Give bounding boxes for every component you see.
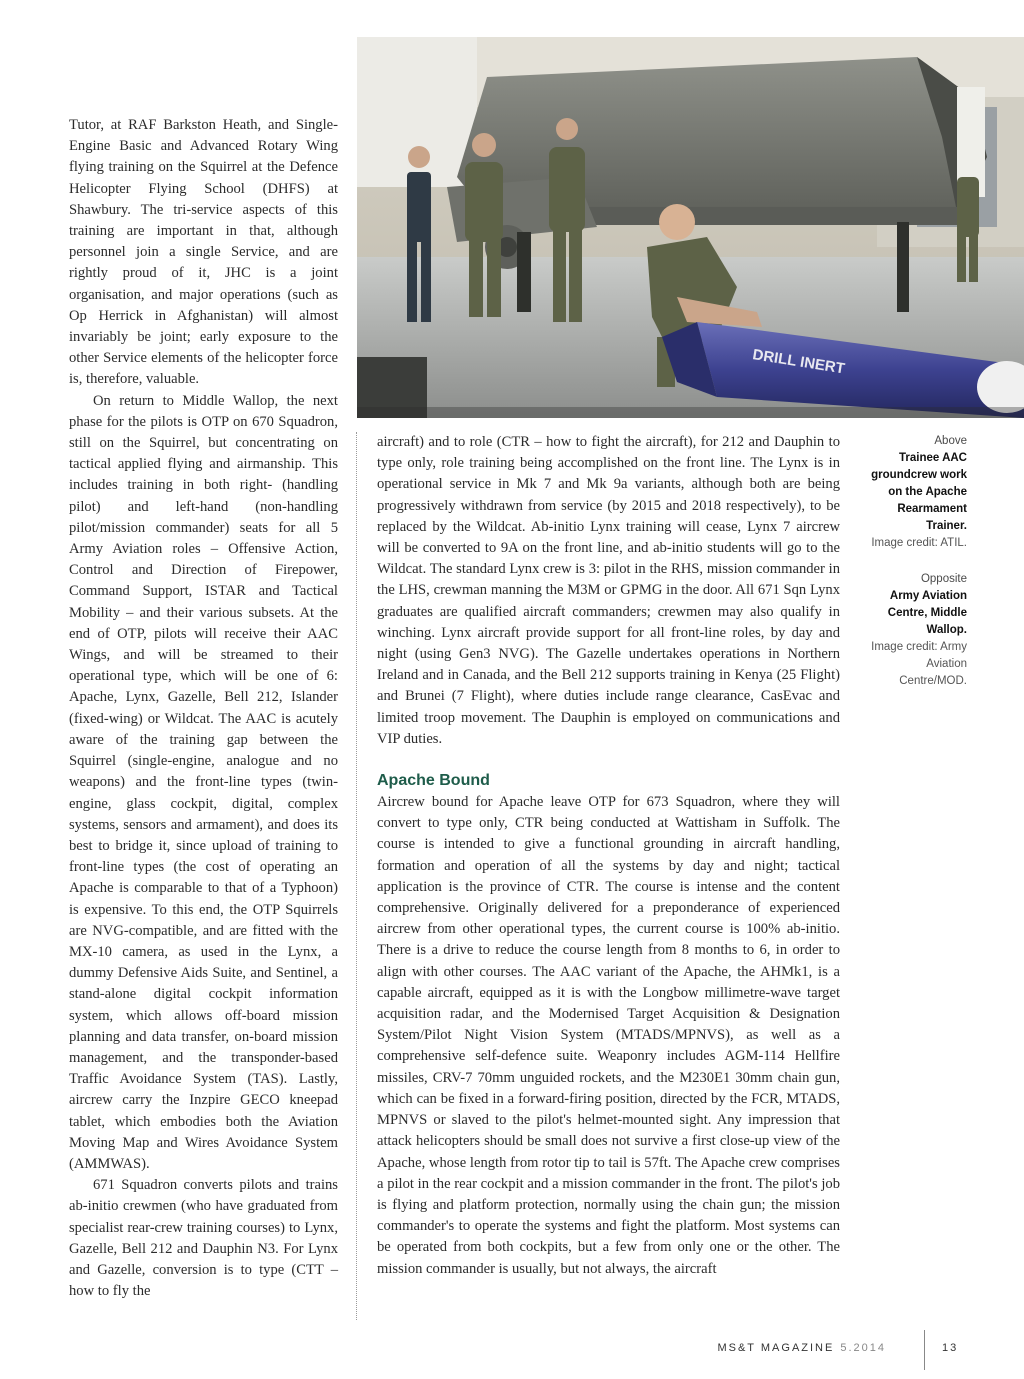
magazine-name: MS&T MAGAZINE	[717, 1342, 835, 1354]
caption-credit: Image credit: Army Aviation Centre/MOD.	[871, 641, 967, 687]
caption-label: Above	[934, 435, 967, 447]
body-paragraph: Tutor, at RAF Barkston Heath, and Single-Engine Basic and Advanced Rotary Wing flying training on the Squirrel at the Defence Helicopter Flying School (DHFS) at Shawbury. The tri-service aspects of this training are important in that, although personnel join a single Service, and are rightly proud of it, JHC is a joint organisation, and major operations (such as Op Herrick in Afghanistan) will almost invariably be joint; early exposure to the other Service elements of the helicopter force is, therefore, valuable.	[69, 117, 338, 388]
column-divider	[356, 432, 357, 1320]
missile-stencil-text: DRILL INERT	[751, 346, 846, 378]
issue-number: 5.2014	[840, 1342, 886, 1354]
apache-rearmament-trainer-photo	[357, 37, 1024, 418]
caption-opposite	[866, 571, 967, 690]
caption-label: Opposite	[920, 573, 967, 585]
left-text-column	[69, 115, 338, 1302]
body-paragraph: aircraft) and to role (CTR – how to fight the aircraft), for 212 and Dauphin to type only, role training being accomplished on the front line. The Lynx is in operational service in Mk 7 and Mk 9a variants, although both are being progressively withdrawn from service (by 2015 and 2018 respectively), to be replaced by the Wildcat. Ab-initio Lynx training will cease, Lynx 7 aircrew will be converted to 9A on the front line, and ab-initio students will go to the Wildcat. The standard Lynx crew is 3: pilot in the RHS, mission commander in the LHS, crewman manning the M3M or GPMG in the door. All 671 Sqn Lynx graduates are qualified aircraft commanders; crewmen may also qualify in winching. Lynx aircraft provide support for all front-line roles, by day and night (using Gen3 NVG). The Gazelle undertakes operations in Northern Ireland and in Canada, and the Bell 212 supports training in Kenya (25 Flight) and Brunei (7 Flight), where duties include range clearance, CasEvac and limited troop movement. The Dauphin is employed on communications and VIP duties.	[377, 434, 840, 747]
caption-text: Army Aviation Centre, Middle Wallop.	[887, 590, 967, 636]
page-number: 13	[942, 1342, 959, 1354]
body-paragraph: Aircrew bound for Apache leave OTP for 673 Squadron, where they will convert to type only, CTR being conducted at Wattisham in Suffolk. The course is intended to give a functional grounding in aircraft handling, formation and operation of all the systems by day and night; tactical application is the province of CTR. The course is intense and the content comprehensive. Originally delivered for a preponderance of experienced aircrew from other operational types, the current course is 100% ab-initio. There is a drive to reduce the course length from 8 months to 6, in order to align with other courses. The AAC variant of the Apache, the AHMk1, is a capable aircraft, equipped as it is with the Longbow millimetre-wave target acquisition radar, and the Modernised Target Acquisition & Designation System/Pilot Night Vision System (MTADS/MPNVS), as well as a comprehensive self-defence suite. Weaponry includes AGM-114 Hellfire missiles, CRV-7 70mm unguided rockets, and the M230E1 30mm chain gun, which can be fixed in a forward-firing position, directed by the FCR, MTADS, MPNVS or slaved to the pilot's helmet-mounted sight. Any impression that attack helicopters should be small does not survive a first close-up view of the Apache, whose length from rotor tip to tail is 57ft. The Apache crew comprises a pilot in the rear cockpit and a mission commander in the front. The pilot's job is flying and platform protection, normally using the chain gun; the mission commander's to operate the systems and fight the platform. Most systems can be operated from both cockpits, but a few from only one or the other. The mission commander is usually, but not always, the aircraft	[377, 794, 840, 1277]
footer-separator	[924, 1330, 925, 1370]
caption-text: Trainee AAC groundcrew work on the Apache Rearmament Trainer.	[871, 452, 967, 532]
body-paragraph: 671 Squadron converts pilots and trains ab-initio crewmen (who have graduated from specialist rear-crew training courses) to Lynx, Gazelle, Bell 212 and Dauphin N3. For Lynx and Gazelle, conversion is to type (CTT – how to fly the	[69, 1177, 338, 1300]
page-footer	[700, 1342, 1000, 1360]
middle-text-column	[377, 432, 840, 1280]
body-paragraph: On return to Middle Wallop, the next phase for the pilots is OTP on 670 Squadron, still on the Squirrel, but concentrating on tactical applied flying and airmanship. This includes training in both right- (handling pilot) and left-hand (non-handling pilot/mission commander) seats for all 5 Army Aviation roles – Offensive Action, Control and Direction of Firepower, Command Support, ISTAR and Tactical Mobility – and their various subsets. At the end of OTP, pilots will receive their AAC Wings, and will be streamed to their operational type, which will be one of 6: Apache, Lynx, Gazelle, Bell 212, Islander (fixed-wing) or Wildcat. The AAC is acutely aware of the training gap between the Squirrel (single-engine, analogue and no weapons) and the front-line types (twin-engine, glass cockpit, digital, complex systems, sensors and armament), and does its best to bridge it, since upload of training to front-line types (the cost of operating an Apache is comparable to that of a Typhoon) is expensive. To this end, the OTP Squirrels are NVG-compatible, and are fitted with the MX-10 camera, as used in the Lynx, a dummy Defensive Aids Suite, and Sentinel, a stand-alone digital cockpit information system, which allows off-board mission planning and data transfer, on-board mission management, and the transponder-based Traffic Avoidance System (TAS). Lastly, aircrew carry the Inzpire GECO kneepad tablet, which embodies both the Aviation Moving Map and Wires Avoidance System (AMMWAS).	[69, 392, 338, 1172]
caption-above	[866, 433, 967, 552]
section-heading: Apache Bound	[377, 772, 490, 790]
caption-credit: Image credit: ATIL.	[871, 537, 967, 549]
footer-magazine	[717, 1342, 886, 1354]
photo-captions	[866, 433, 967, 709]
